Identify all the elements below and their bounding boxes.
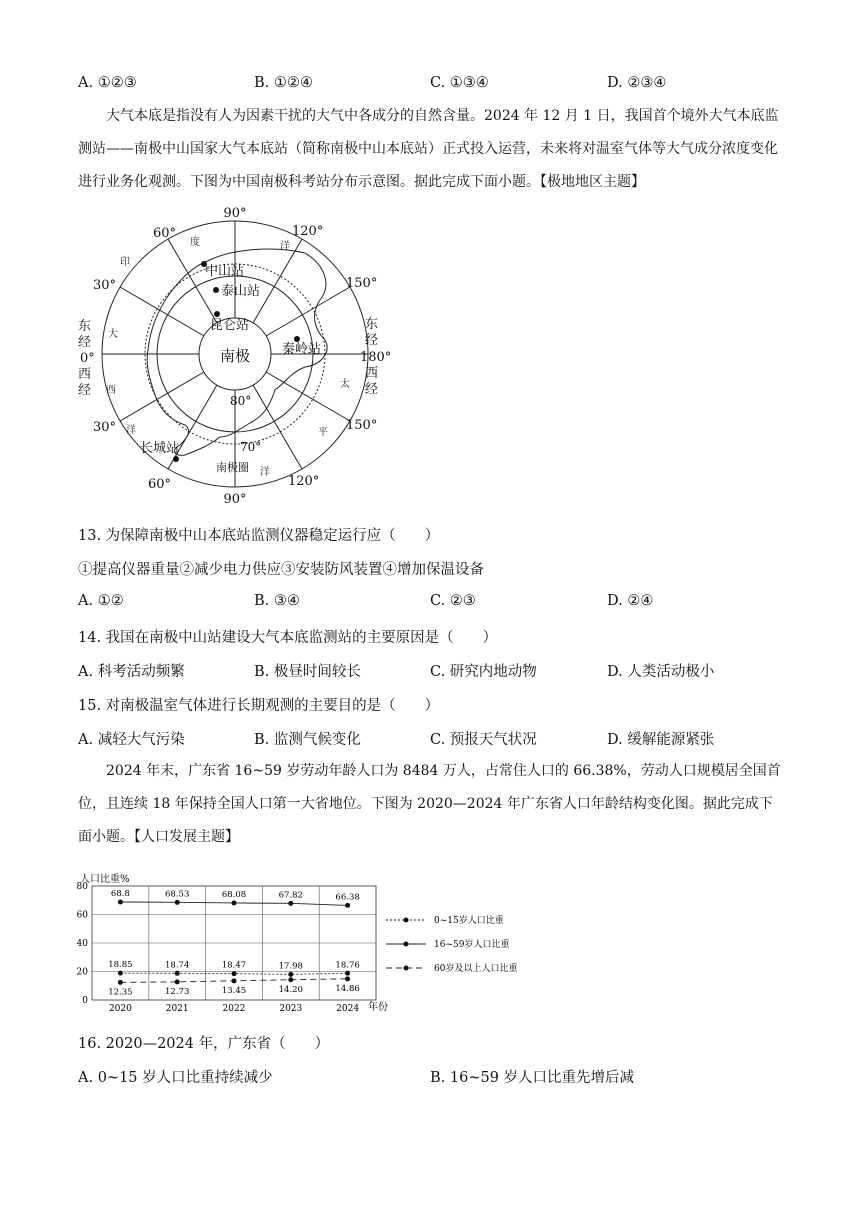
legend-marker <box>404 966 409 971</box>
legend-label: 0~15岁人口比重 <box>434 916 504 926</box>
q12-option-b: B. ①②④ <box>254 75 313 91</box>
data-point <box>175 900 180 905</box>
data-point <box>288 972 293 977</box>
q13-option-d: D. ②④ <box>607 593 654 609</box>
x-tick-label: 2021 <box>165 1004 189 1014</box>
east-label-left-2: 经 <box>78 335 92 350</box>
q13-option-b: B. ③④ <box>254 593 300 609</box>
q14-option-b: B. 极昼时间较长 <box>254 664 361 680</box>
legend-label: 60岁及以上人口比重 <box>434 964 518 974</box>
zero-meridian-label: 0° <box>80 351 95 366</box>
data-point <box>345 976 350 981</box>
q14-option-c: C. 研究内地动物 <box>430 664 537 680</box>
q15-stem: 15. 对南极温室气体进行长期观测的主要目的是（ ） <box>78 698 440 714</box>
q15-option-c: C. 预报天气状况 <box>430 732 537 748</box>
q15-option-d: D. 缓解能源紧张 <box>607 732 715 748</box>
kunlun-station-dot <box>214 311 220 317</box>
kunlun-station-label: 昆仑站 <box>210 318 250 333</box>
q16-stem: 16. 2020—2024 年，广东省（ ） <box>78 1036 330 1052</box>
data-label: 68.53 <box>165 889 190 900</box>
taishan-station-label: 泰山站 <box>221 284 261 299</box>
population-chart <box>70 868 570 1018</box>
ocean-word-da: 大 <box>108 329 118 340</box>
south-pole-label: 南极 <box>219 347 251 365</box>
lon-label-60-top: 60° <box>153 226 177 241</box>
data-label: 18.47 <box>221 960 247 971</box>
q14-option-a: A. 科考活动频繁 <box>78 664 185 680</box>
ocean-word-yang3: 洋 <box>260 467 270 478</box>
data-label: 18.74 <box>165 960 190 971</box>
chart-ylabel: 人口比重% <box>80 874 130 885</box>
lon-label-30-top: 30° <box>93 278 117 293</box>
intro-paragraph-2: 2024 年末，广东省 16~59 岁劳动年龄人口为 8484 万人，占常住人口的 66.38%，劳动人口规模居全国首位，且连续 18 年保持全国人口第一大省地位。下图为 2020—2024 年广东省人口年龄结构变化图。据此完成下面小题。【人口发展主题】 <box>78 763 781 845</box>
lon-label-120-top: 120° <box>292 224 324 239</box>
antarctic-map <box>70 205 400 510</box>
q13-option-a: A. ①② <box>78 593 124 609</box>
west-label-left-1: 西 <box>78 367 92 382</box>
q13-items: ①提高仪器重量②减少电力供应③安装防风装置④增加保温设备 <box>78 562 484 578</box>
data-point <box>345 903 350 908</box>
q16-option-a: A. 0~15 岁人口比重持续减少 <box>78 1070 273 1086</box>
data-label: 14.20 <box>278 984 303 995</box>
chart-xlabel: 年份 <box>368 1002 388 1013</box>
q12-option-a: A. ①②③ <box>78 75 137 91</box>
q12-option-c: C. ①③④ <box>430 75 489 91</box>
east-label-left-1: 东 <box>78 319 92 334</box>
data-point <box>288 977 293 982</box>
lon-label-120-bottom: 120° <box>288 474 320 489</box>
lon-label-60-bottom: 60° <box>148 477 172 492</box>
data-point <box>175 979 180 984</box>
data-point <box>232 978 237 983</box>
q15-option-a: A. 减轻大气污染 <box>78 732 185 748</box>
ocean-word-ping: 平 <box>318 427 328 438</box>
data-point <box>345 971 350 976</box>
q14-option-d: D. 人类活动极小 <box>607 664 715 680</box>
y-tick-label: 20 <box>76 967 88 978</box>
legend-marker <box>404 918 409 923</box>
ocean-word-du: 度 <box>190 237 200 248</box>
y-tick-label: 60 <box>76 910 88 921</box>
lon-label-150-bottom: 150° <box>346 418 378 433</box>
y-tick-label: 80 <box>76 882 88 892</box>
west-label-right-2: 经 <box>365 382 379 397</box>
zhongshan-station-label: 中山站 <box>205 264 245 279</box>
lon-label-30-bottom: 30° <box>93 420 117 435</box>
data-label: 18.76 <box>335 960 360 971</box>
west-label-right-1: 西 <box>365 366 379 381</box>
data-label: 67.82 <box>278 890 303 901</box>
q13-stem: 13. 为保障南极中山本底站监测仪器稳定运行应（ ） <box>78 528 440 544</box>
ocean-word-yin: 印 <box>120 257 130 268</box>
data-label: 12.73 <box>165 986 190 997</box>
ocean-word-yang2: 洋 <box>126 425 136 436</box>
data-label: 68.08 <box>221 889 247 900</box>
x-tick-label: 2023 <box>279 1004 303 1014</box>
data-label: 18.85 <box>108 960 133 971</box>
q12-option-d: D. ②③④ <box>607 75 667 91</box>
east-label-right-1: 东 <box>365 317 379 332</box>
east-label-right-2: 经 <box>365 333 379 348</box>
data-point <box>232 971 237 976</box>
data-label: 66.38 <box>335 892 360 903</box>
data-point <box>118 899 123 904</box>
data-label: 12.35 <box>108 987 133 998</box>
antarctic-circle-label: 南极圈 <box>216 461 249 474</box>
x-tick-label: 2020 <box>108 1004 132 1014</box>
x-tick-label: 2022 <box>222 1004 246 1014</box>
q16-option-b: B. 16~59 岁人口比重先增后减 <box>430 1070 635 1086</box>
lon-label-90-bottom: 90° <box>223 492 247 507</box>
data-point <box>175 971 180 976</box>
data-point <box>118 980 123 985</box>
lon-label-90-top: 90° <box>223 206 247 221</box>
data-label: 13.45 <box>221 985 247 996</box>
ocean-word-yang1: 洋 <box>280 241 290 252</box>
y-tick-label: 0 <box>82 996 88 1006</box>
intro-paragraph-1: 大气本底是指没有人为因素干扰的大气中各成分的自然含量。2024 年 12 月 1 日，我国首个境外大气本底监测站——南极中山国家大气本底站（简称南极中山本底站）正式投入运营，未来将对温室气体等大气成分浓度变化进行业务化观测。下图为中国南极科考站分布示意图。据此完成下面小题。【极地地区主题】 <box>78 108 779 190</box>
legend-marker <box>404 942 409 947</box>
antimeridian-label: 180° <box>360 350 392 365</box>
y-tick-label: 40 <box>76 939 88 949</box>
legend-label: 16~59岁人口比重 <box>434 940 510 950</box>
great-wall-station-dot <box>173 456 179 462</box>
data-label: 14.86 <box>335 983 360 994</box>
lat80-label: 80° <box>230 394 252 408</box>
data-point <box>118 971 123 976</box>
qinling-station-label: 秦岭站 <box>282 342 322 357</box>
data-label: 68.8 <box>110 888 130 899</box>
lon-label-150-top: 150° <box>346 276 378 291</box>
ocean-word-tai: 太 <box>340 379 350 390</box>
q15-option-b: B. 监测气候变化 <box>254 732 361 748</box>
lat70-label: 70° <box>240 440 262 454</box>
q14-stem: 14. 我国在南极中山站建设大气本底监测站的主要原因是（ ） <box>78 630 498 646</box>
data-label: 17.98 <box>278 961 303 972</box>
data-point <box>232 900 237 905</box>
taishan-station-dot <box>213 287 219 293</box>
west-label-left-2: 经 <box>78 383 92 398</box>
ocean-word-xi: 西 <box>106 385 116 396</box>
great-wall-station-label: 长城站 <box>140 441 180 456</box>
q13-option-c: C. ②③ <box>430 593 476 609</box>
x-tick-label: 2024 <box>336 1004 360 1014</box>
data-point <box>288 901 293 906</box>
